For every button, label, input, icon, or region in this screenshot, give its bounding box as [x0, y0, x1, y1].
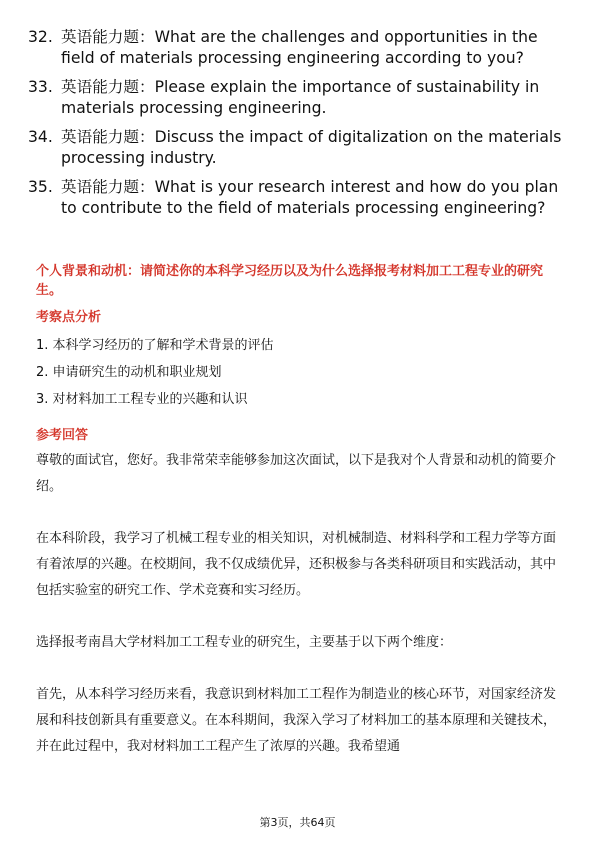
answer-paragraph: 尊敬的面试官，您好。我非常荣幸能够参加这次面试，以下是我对个人背景和动机的简要介绍。 [36, 453, 557, 494]
answer-section [36, 426, 566, 760]
question-body: Please explain the importance of sustainability in materials processing engineering. [61, 78, 540, 117]
question-prefix: 英语能力题： [61, 128, 155, 146]
question-text [61, 77, 573, 119]
analysis-item: 1. 本科学习经历的了解和学术背景的评估 [36, 338, 274, 353]
topic-heading: 个人背景和动机：请简述你的本科学习经历以及为什么选择报考材料加工工程专业的研究生。 [36, 264, 544, 298]
topic-heading-block [36, 262, 566, 300]
question-body: Discuss the impact of digitalization on the materials processing industry. [61, 128, 562, 167]
question-number: 33. [28, 78, 53, 96]
answer-paragraph: 在本科阶段，我学习了机械工程专业的相关知识，对机械制造、材料科学和工程力学等方面有着浓厚的兴趣。在校期间，我不仅成绩优异，还积极参与各类科研项目和实践活动，其中包括实验室的研究工作、学术竞赛和实习经历。 [36, 531, 557, 598]
question-prefix: 英语能力题： [61, 28, 155, 46]
question-number: 32. [28, 28, 53, 46]
question-text [61, 127, 573, 169]
question-body: What is your research interest and how do you plan to contribute to the field of materials processing engineering? [61, 178, 559, 217]
question-text [61, 27, 573, 69]
question-number: 35. [28, 178, 53, 196]
question-text [61, 177, 573, 219]
question-number: 34. [28, 128, 53, 146]
page-footer: 第3页，共64页 [259, 816, 336, 829]
analysis-item: 3. 对材料加工工程专业的兴趣和认识 [36, 392, 248, 407]
question-body: What are the challenges and opportunities in the field of materials processing engineering according to you? [61, 28, 538, 67]
answer-title: 参考回答 [36, 428, 89, 443]
answer-paragraph: 首先，从本科学习经历来看，我意识到材料加工工程作为制造业的核心环节，对国家经济发展和科技创新具有重要意义。在本科期间，我深入学习了材料加工的基本原理和关键技术，并在此过程中，我对材料加工工程产生了浓厚的兴趣。我希望通 [36, 687, 557, 754]
answer-paragraph: 选择报考南昌大学材料加工工程专业的研究生，主要基于以下两个维度： [36, 635, 453, 650]
analysis-title: 考察点分析 [36, 310, 102, 325]
question-item [28, 77, 573, 119]
question-item [28, 127, 573, 169]
question-item [28, 27, 573, 69]
question-prefix: 英语能力题： [61, 78, 155, 96]
analysis-section [36, 308, 566, 417]
question-prefix: 英语能力题： [61, 178, 155, 196]
analysis-item: 2. 申请研究生的动机和职业规划 [36, 365, 222, 380]
question-item [28, 177, 573, 219]
question-list [28, 27, 573, 227]
